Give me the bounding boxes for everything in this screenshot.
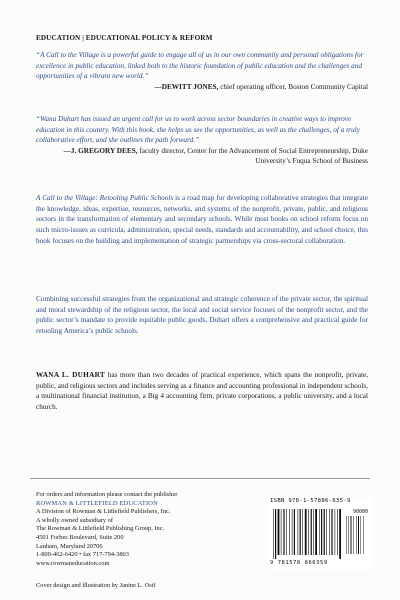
description-text: is a road map for developing collaborative strategies that integrate the knowledge, ideas, expertise, resources, networks, and systems of the nonprofit, private, public, and religious sectors in the transformation of elementary and secondary schools. While most books on school reform focus on such micro-issues as curricula, administration, special needs, standards and accountability, and school choice, this book focuses on the building and implementation of strategic partnerships via cross-sectoral collaboration. bbox=[36, 194, 368, 245]
quote-attribution bbox=[36, 82, 368, 93]
publisher-line: 4501 Forbes Boulevard, Suite 200 bbox=[36, 533, 124, 541]
publisher-website: www.rowmaneducation.com bbox=[36, 559, 110, 567]
barcode-bar bbox=[313, 509, 314, 555]
barcode-bar bbox=[324, 509, 325, 555]
barcode-bar bbox=[308, 509, 309, 555]
barcode-bar bbox=[339, 509, 341, 559]
quote-text: “Wana Duhart has issued an urgent call for us to work across sector boundaries in creative ways to improve education in this country. With this book, she helps us see the opportunities, as well as the challenges, of a truly collaborative effort, and she outlines the path forward.” bbox=[36, 115, 360, 145]
quote-text: “A Call to the Village is a powerful guide to engage all of us in our own community and personal obligations for excellence in public education, linked both to the historic foundation of public education and the challenges and opportunities of a vibrant new world.” bbox=[36, 51, 364, 81]
barcode-bar bbox=[321, 509, 322, 555]
category-label: EDUCATION | EDUCATIONAL POLICY & REFORM bbox=[36, 34, 213, 42]
barcode-bar bbox=[292, 509, 293, 555]
barcode-bar bbox=[315, 509, 317, 555]
barcode-bar bbox=[275, 509, 276, 559]
barcode-bar bbox=[294, 509, 295, 555]
book-description bbox=[36, 193, 368, 247]
barcode-bar bbox=[351, 516, 352, 554]
book-title: A Call to the Village: Retooling Public Schools bbox=[36, 194, 174, 202]
barcode-bar bbox=[289, 509, 290, 555]
barcode-bar bbox=[353, 516, 354, 554]
barcode-bar bbox=[349, 516, 350, 554]
barcode-bar bbox=[358, 516, 359, 554]
attribution-role: chief operating officer, Boston Community Capital bbox=[220, 82, 368, 91]
publisher-name: ROWMAN & LITTLEFIELD EDUCATION bbox=[36, 499, 158, 507]
publisher-line: The Rowman & Littlefield Publishing Group, Inc. bbox=[36, 525, 165, 533]
barcode-icon bbox=[270, 507, 370, 559]
endorsement-quote-1 bbox=[36, 50, 368, 92]
publisher-intro: For orders and information please contact the publisher bbox=[36, 491, 178, 498]
attribution-role: faculty director, Center for the Advancement of Social Entrepreneurship, Duke University’s Fuqua School of Business bbox=[139, 146, 368, 166]
publisher-line: A wholly owned subsidiary of bbox=[36, 516, 114, 524]
barcode-bar bbox=[337, 509, 338, 555]
barcode-bar bbox=[331, 509, 332, 555]
barcode-bar bbox=[356, 516, 357, 554]
barcode-bar bbox=[363, 516, 364, 554]
attribution-name: —DEWITT JONES, bbox=[154, 82, 219, 91]
barcode-bar bbox=[300, 509, 301, 555]
barcode-bar bbox=[302, 509, 303, 555]
barcode-bar bbox=[278, 509, 280, 555]
barcode-bar bbox=[311, 509, 312, 555]
barcode-bar bbox=[283, 509, 284, 555]
barcode-bar bbox=[335, 509, 336, 555]
author-name: WANA L. DUHART bbox=[36, 371, 106, 379]
barcode-bar bbox=[286, 509, 287, 555]
barcode-bar bbox=[281, 509, 282, 555]
barcode-bar bbox=[346, 516, 347, 554]
author-bio bbox=[36, 370, 368, 413]
publisher-line: A Division of Rowman & Littlefield Publishers, Inc. bbox=[36, 508, 171, 516]
publisher-phone: 1-800-462-6420 • fax 717-794-3803 bbox=[36, 551, 129, 559]
divider bbox=[30, 478, 370, 479]
attribution-name: —J. GREGORY DEES, bbox=[63, 146, 138, 155]
barcode-bar bbox=[319, 509, 320, 555]
endorsement-quote-2 bbox=[36, 114, 368, 167]
barcode-number: 9 781578 866359 bbox=[270, 560, 328, 566]
book-description-2: Combining successful strategies from the organizational and strategic coherence of the private sector, the spiritual and moral stewardship of the religious sector, the local and social service focuses of the nonprofit sector, and the public sector’s mandate to provide equitable public goods, Duhart offers a comprehensive and practical guide for retooling America’s public schools. bbox=[36, 295, 368, 336]
publisher-info bbox=[36, 491, 246, 568]
barcode-bar bbox=[329, 509, 330, 555]
barcode-bar bbox=[273, 509, 274, 559]
quote-attribution bbox=[36, 146, 368, 167]
barcode-bar bbox=[298, 509, 299, 555]
cover-credit: Cover design and illustration by Janine L. Osif bbox=[36, 582, 156, 589]
price-code: 90000 bbox=[352, 509, 368, 515]
barcode-bar bbox=[361, 516, 362, 554]
barcode-bar bbox=[305, 509, 307, 555]
barcode-bar bbox=[326, 509, 327, 555]
publisher-line: Lanham, Maryland 20706 bbox=[36, 542, 103, 550]
author-bio-text: has more than two decades of practical experience, which spans the nonprofit, private, public, and religious sectors and includes serving as a finance and accounting professional in independent schools, a multinational financial institution, a Big 4 accounting firm, private corporations, a public university, and a local church. bbox=[36, 371, 369, 412]
isbn-label: ISBN 978-1-57886-635-9 bbox=[270, 498, 351, 504]
barcode bbox=[268, 498, 372, 570]
